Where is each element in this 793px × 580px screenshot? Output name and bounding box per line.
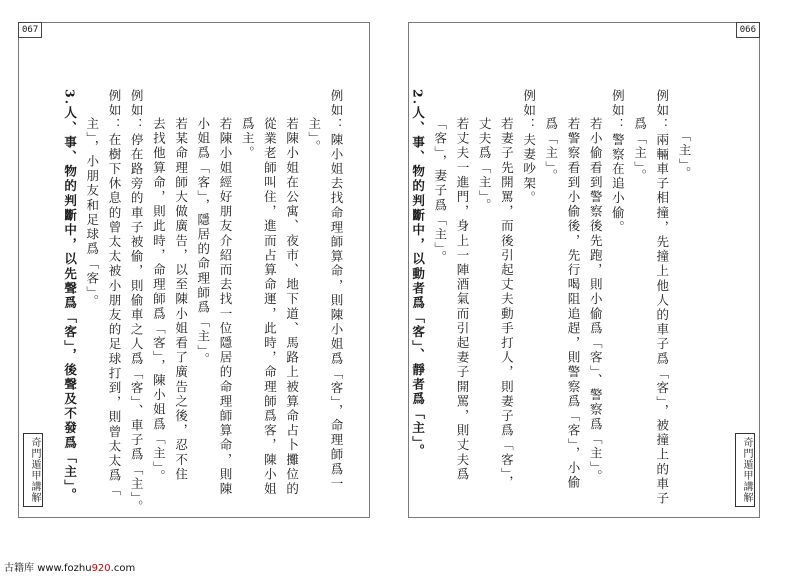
text-column: 若陳小姐經好朋友介紹而去找一位隱居的命理師算命，則陳 <box>217 116 233 497</box>
text-column: 若丈夫一進門，身上一陣酒氣而引起妻子開罵，則丈夫爲 <box>454 116 470 482</box>
text-column: 從業老師叫住，進而占算命運，此時，命理師爲客，陳小姐 <box>262 116 278 497</box>
page-number: 066 <box>736 22 760 38</box>
text-column: 「主」。 <box>677 129 692 182</box>
text-column: 若小偷看到警察後先跑，則小偷爲「客」、警察爲「主」。 <box>588 116 604 484</box>
text-column: 若陳小姐在公寓、夜市、地下道、馬路上被算命占卜攤位的 <box>284 116 300 497</box>
site-url-highlight: 920 <box>91 563 111 574</box>
text-column: 若某命理師大做廣告，以至陳小姐看了廣告之後，忍不住 <box>173 116 189 482</box>
text-column: 若警察看到小偷後，先行喝阻追趕，則警察爲「客」，小偷 <box>565 116 581 490</box>
section-heading: 2.人、事、物的判斷中，以動者爲「客」、靜者爲「主」。 <box>410 89 426 459</box>
text-column: 小姐爲「客」，隱居的命理師爲「主」。 <box>195 116 211 367</box>
book-title-tab: 奇門遁甲講解 <box>735 433 755 507</box>
text-column: 爲主。 <box>240 116 256 161</box>
text-column: 去找他算命，則此時，命理師爲「客」，陳小姐爲「主」。 <box>151 116 167 484</box>
text-column: 例如：夫妻吵架。 <box>521 89 537 206</box>
text-column: 爲「主」。 <box>632 116 648 184</box>
left-page <box>18 22 370 518</box>
text-column: 例如：陳小姐去找命理師算命，則陳小姐爲「客」，命理師爲一 <box>329 89 344 492</box>
right-page <box>408 22 760 518</box>
text-column: 若妻子先開罵，而後引起丈夫動手打人，則妻子爲「客」， <box>499 116 515 490</box>
text-column: 例如：在樹下休息的曾太太被小朋友的足球打到，則曾太太爲「 <box>106 89 122 498</box>
section-heading: 3.人、事、物的判斷中，以先聲爲「客」，後聲及不發爲「主」。 <box>62 89 78 503</box>
text-column: 主」，小朋友和足球爲「客」。 <box>84 116 100 309</box>
right-page-text <box>410 89 695 507</box>
text-column: 丈夫爲「主」。 <box>477 116 493 213</box>
site-watermark <box>4 559 135 574</box>
text-column: 例如：停在路旁的車子被偷，則偷車之人爲「客」、車子爲「主」。 <box>129 89 145 515</box>
page-number: 067 <box>18 22 42 38</box>
book-title-tab: 奇門遁甲講解 <box>23 433 43 507</box>
text-column: 例如：兩輛車子相撞，先撞上他人的車子爲「客」，被撞上的車子 <box>654 89 670 507</box>
left-page-text <box>59 89 347 515</box>
text-column: 「客」，妻子爲「主」。 <box>432 116 448 265</box>
site-url-prefix: www.fozhu <box>37 563 92 574</box>
text-column: 爲「主」。 <box>543 116 559 184</box>
site-name: 古籍库 <box>4 563 34 574</box>
text-column: 主」。 <box>306 116 322 155</box>
site-url-suffix: .com <box>110 563 136 574</box>
text-column: 例如：警察在追小偷。 <box>610 89 626 235</box>
